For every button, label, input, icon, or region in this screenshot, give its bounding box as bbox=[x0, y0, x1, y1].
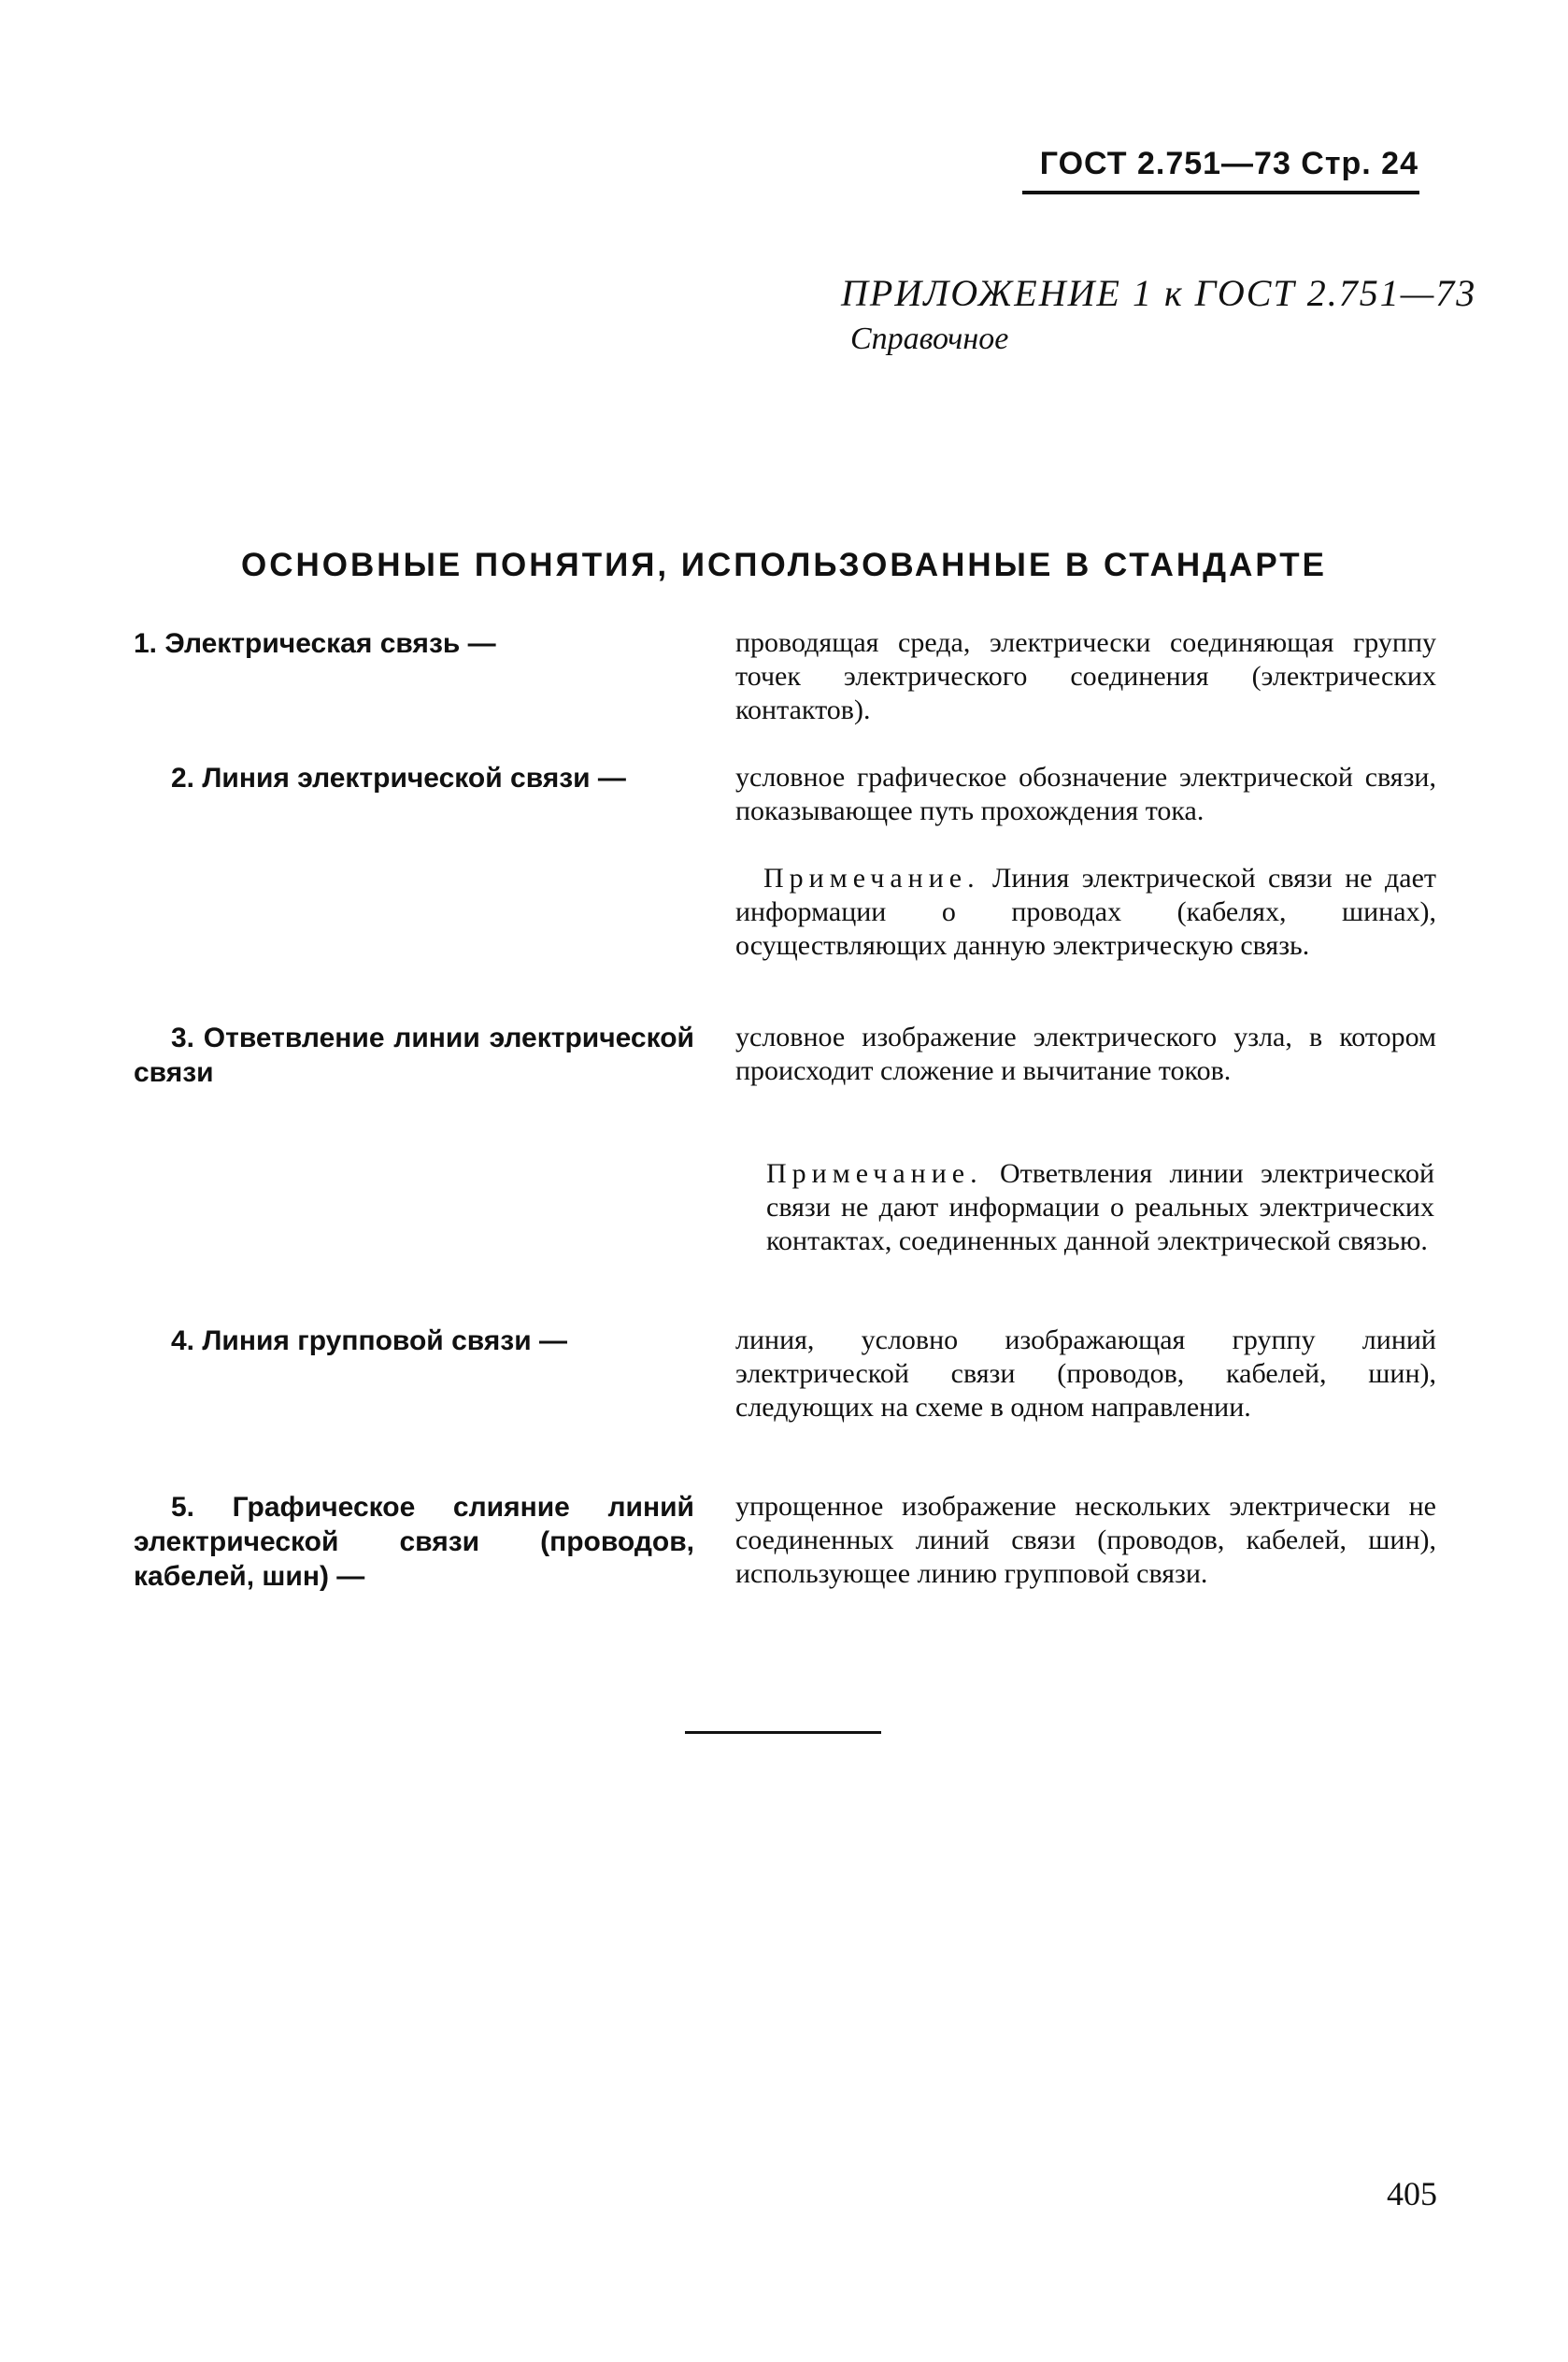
note-3-text: Ответвления линии электрической связи не дают информации о реальных электрических контактах, соединенных данной электрической связью. bbox=[766, 1158, 1435, 1256]
appendix-subtitle: Справочное bbox=[850, 322, 1009, 356]
term-1: 1. Электрическая связь — bbox=[134, 628, 496, 659]
term-5: 5. Графическое слияние линий электрической связи (проводов, кабелей, шин) — bbox=[134, 1492, 694, 1592]
definition-1: проводящая среда, электрически соединяющая группу точек электрического соединения (электрических контактов). bbox=[735, 627, 1436, 725]
note-2-text: Линия электрической связи не дает информации о проводах (кабелях, шинах), осуществляющих данную электрическую связь. bbox=[735, 863, 1436, 961]
definition-4: линия, условно изображающая группу линий электрической связи (проводов, кабелей, шин), следующих на схеме в одном направлении. bbox=[735, 1324, 1436, 1423]
section-end-rule bbox=[685, 1731, 881, 1734]
section-title: ОСНОВНЫЕ ПОНЯТИЯ, ИСПОЛЬЗОВАННЫЕ В СТАНДАРТЕ bbox=[241, 547, 1327, 583]
note-3-label: Примечание. bbox=[766, 1158, 983, 1189]
note-2-label: Примечание. bbox=[763, 863, 980, 894]
term-3: 3. Ответвление линии электрической связи bbox=[134, 1023, 694, 1088]
header-rule bbox=[1022, 191, 1419, 194]
definition-3: условное изображение электрического узла, в котором происходит сложение и вычитание токов. bbox=[735, 1022, 1436, 1086]
note-2 bbox=[735, 862, 1436, 963]
note-3 bbox=[766, 1157, 1434, 1258]
definition-5: упрощенное изображение нескольких электрически не соединенных линий связи (проводов, кабелей, шин), использующее линию групповой связи. bbox=[735, 1491, 1436, 1589]
appendix-title: ПРИЛОЖЕНИЕ 1 к ГОСТ 2.751—73 bbox=[841, 272, 1477, 314]
definition-2: условное графическое обозначение электрической связи, показывающее путь прохождения тока. bbox=[735, 762, 1436, 826]
page-header: ГОСТ 2.751—73 Стр. 24 bbox=[1039, 146, 1418, 181]
term-4: 4. Линия групповой связи — bbox=[171, 1325, 567, 1356]
page-number: 405 bbox=[1387, 2175, 1437, 2212]
term-2: 2. Линия электрической связи — bbox=[171, 763, 626, 794]
